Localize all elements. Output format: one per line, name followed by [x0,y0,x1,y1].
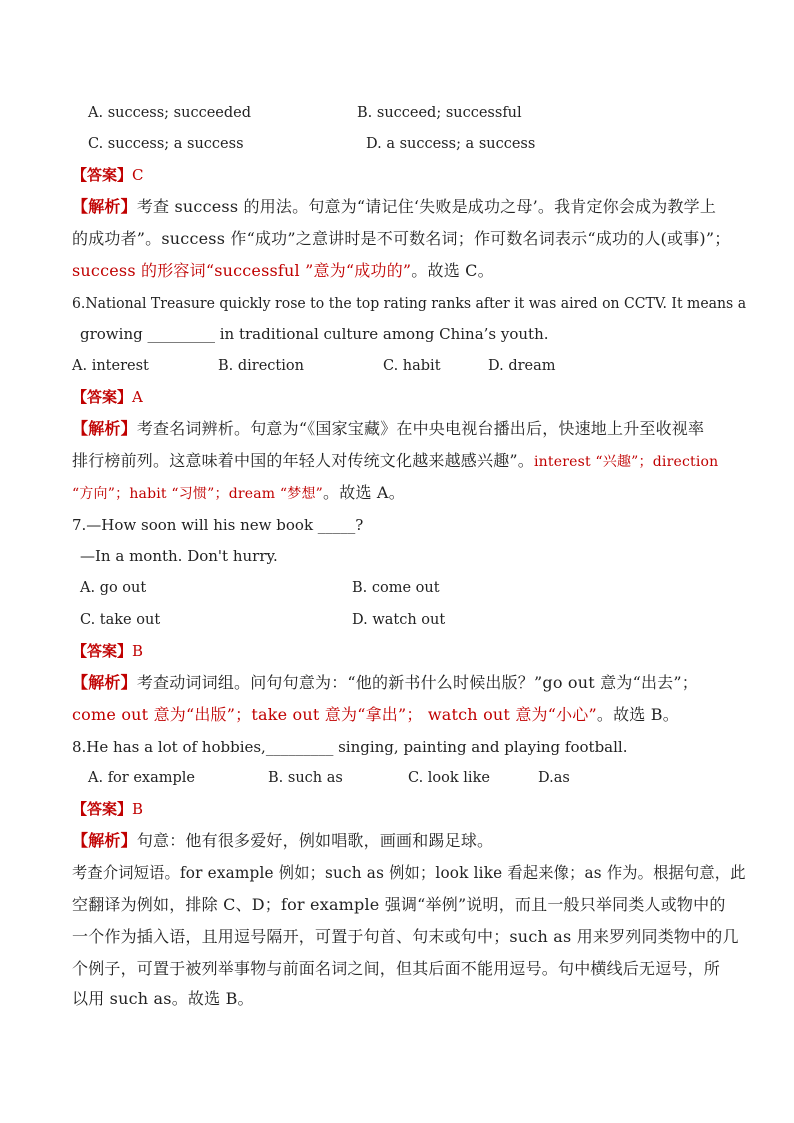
analysis-text: interest “兴趣”；direction [533,454,719,470]
q5-option-c: C. success; a success [88,136,244,152]
q8-stem-line-1: 8.He has a lot of hobbies,_________ singing, painting and playing football. [72,738,628,756]
q8-analysis-line-1 [72,831,493,851]
analysis-tag: 【解析】 [72,419,137,438]
q6-option-a: A. interest [72,358,149,374]
q5-option-b: B. succeed; successful [357,105,522,121]
q7-analysis-line-2 [72,705,679,725]
q5-option-d: D. a success; a success [366,136,536,152]
answer-tag: 【答案】 [72,642,133,660]
answer-tag: 【答案】 [72,800,133,818]
q8-option-d: D.as [538,770,570,786]
analysis-tag: 【解析】 [72,197,137,216]
answer-value: B [132,642,144,660]
q8-analysis-line-2: 考查介词短语。for example 例如；such as 例如；look like 看起来像；as 作为。根据句意，此 [72,863,746,882]
q8-analysis-line-3: 空翻译为例如，排除 C、D；for example 强调“举例”说明，而且一般只举同类人或物中的 [72,895,726,914]
q5-answer [72,165,144,185]
analysis-text: 考查动词词组。问句句意为：“他的新书什么时候出版？”go out 意为“出去”； [136,673,698,692]
q7-answer [72,641,143,661]
answer-tag: 【答案】 [72,388,133,406]
analysis-text: 的成功者”。success 作“成功”之意讲时是不可数名词；作可数名词表示“成功的人(或事)”； [72,229,731,248]
analysis-text: success 的形容词“successful ”意为“成功的” [72,261,412,280]
q8-option-c: C. look like [408,770,490,786]
analysis-tag: 【解析】 [72,673,137,692]
q7-analysis-line-1 [72,673,698,693]
analysis-text: “方向”；habit “习惯”；dream “梦想” [72,486,324,502]
q6-option-c: C. habit [383,358,441,374]
q6-stem-line-1: 6.National Treasure quickly rose to the top rating ranks after it was aired on CCTV. It means a [72,294,747,312]
analysis-text: come out 意为“出版”；take out 意为“拿出”； watch out 意为“小心” [72,705,597,724]
q7-stem-line-1: 7.—How soon will his new book _____? [72,516,364,534]
analysis-text: 。故选 C。 [411,261,494,280]
q6-analysis-line-1 [72,419,704,439]
answer-value: C [132,166,144,184]
q8-analysis-line-5: 个例子，可置于被列举事物与前面名词之间，但其后面不能用逗号。句中横线后无逗号，所 [72,959,721,978]
q8-option-b: B. such as [268,770,343,786]
q5-option-a: A. success; succeeded [88,105,251,121]
analysis-text: 考查 success 的用法。句意为“请记住‘失败是成功之母’。我肯定你会成为教学上 [136,197,717,216]
q7-option-b: B. come out [352,580,440,596]
answer-value: B [132,800,144,818]
answer-value: A [132,388,143,406]
q7-option-d: D. watch out [352,612,446,628]
q8-analysis-line-6: 以用 such as。故选 B。 [72,989,254,1008]
answer-tag: 【答案】 [72,166,133,184]
q5-analysis-line-1 [72,197,716,217]
q7-option-c: C. take out [80,612,161,628]
q8-analysis-line-4: 一个作为插入语，且用逗号隔开，可置于句首、句末或句中；such as 用来罗列同类物中的几 [72,927,739,946]
q6-option-b: B. direction [218,358,304,374]
analysis-text: 考查名词辨析。句意为“《国家宝藏》在中央电视台播出后，快速地上升至收视率 [136,419,705,438]
q5-analysis-line-3 [72,261,494,281]
q6-option-d: D. dream [488,358,556,374]
q5-analysis-line-2 [72,229,730,249]
q7-option-a: A. go out [80,580,147,596]
q6-stem-line-2: growing _________ in traditional culture among China’s youth. [80,325,549,343]
analysis-text: 。故选 A。 [323,483,405,502]
q8-answer [72,799,143,819]
q8-option-a: A. for example [88,770,195,786]
analysis-tag: 【解析】 [72,831,137,850]
analysis-text: 句意：他有很多爱好，例如唱歌，画画和踢足球。 [136,831,494,850]
q6-analysis-line-2 [72,451,718,472]
q7-stem-line-2: —In a month. Don't hurry. [80,547,278,565]
q6-answer [72,387,143,407]
analysis-text: 排行榜前列。这意味着中国的年轻人对传统文化越来越感兴趣”。 [72,451,534,470]
analysis-text: 。故选 B。 [596,705,679,724]
q6-analysis-line-3 [72,483,405,504]
